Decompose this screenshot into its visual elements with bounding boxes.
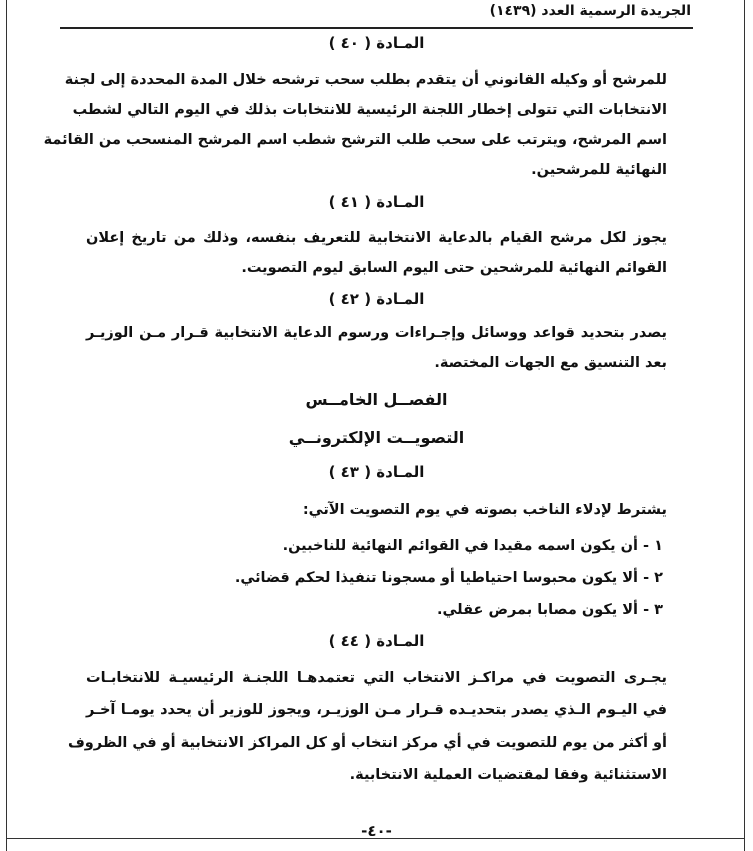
article-43-title: المـادة ( ٤٣ ) <box>328 463 425 481</box>
article-40-line-2: الانتخابات التي تتولى إخطار اللجنة الرئيسية للانتخابات بذلك في اليوم التالي لشطب <box>72 102 667 118</box>
article-41-line-1: يجوز لكل مرشح القيام بالدعاية الانتخابية للتعريف بنفسه، وذلك من تاريخ إعلان <box>86 230 667 246</box>
article-42-line-2: بعد التنسيق مع الجهات المختصة. <box>434 355 667 371</box>
article-40-line-3: اسم المرشح، ويترتب على سحب طلب الترشح شطب اسم المرشح المنسحب من القائمة <box>43 132 667 148</box>
article-44-line-4: الاستثنائية وفقا لمقتضيات العملية الانتخابية. <box>349 767 667 783</box>
article-40-line-1: للمرشح أو وكيله القانوني أن يتقدم بطلب سحب ترشحه خلال المدة المحددة إلى لجنة <box>64 72 667 88</box>
article-43-intro: يشترط لإدلاء الناخب بصوته في يوم التصويت الآتي: <box>302 502 667 518</box>
article-40-line-4: النهائية للمرشحين. <box>531 162 667 178</box>
article-43-item-1: ١ - أن يكون اسمه مقيدا في القوائم النهائية للناخبين. <box>282 538 663 554</box>
page-frame-left <box>6 0 7 851</box>
article-42-line-1: يصدر بتحديد قواعد ووسائل وإجـراءات ورسوم الدعاية الانتخابية قـرار مـن الوزيـر <box>86 325 667 341</box>
page-frame-right <box>744 0 745 851</box>
article-43-item-2: ٢ - ألا يكون محبوسا احتياطيا أو مسجونا تنفيذا لحكم قضائي. <box>234 570 663 586</box>
article-44-line-2: في اليـوم الـذي يصدر بتحديـده قـرار مـن الوزيـر، ويجوز للوزير أن يحدد يومـا آخـر <box>86 702 667 718</box>
article-44-title: المـادة ( ٤٤ ) <box>328 632 425 650</box>
chapter-number: الفصــل الخامــس <box>305 390 448 409</box>
article-42-title: المـادة ( ٤٢ ) <box>328 290 425 308</box>
article-41-line-2: القوائم النهائية للمرشحين حتى اليوم السابق ليوم التصويت. <box>241 260 667 276</box>
article-44-line-3: أو أكثر من يوم للتصويت في أي مركز انتخاب أو كل المراكز الانتخابية أو في الظروف <box>67 735 667 751</box>
page-header <box>60 0 693 29</box>
page-number: -٤٠- <box>361 822 392 840</box>
chapter-title: التصويــت الإلكترونــي <box>288 428 465 447</box>
gazette-header-title: الجريدة الرسمية العدد (١٤٣٩) <box>489 3 691 19</box>
article-40-title: المـادة ( ٤٠ ) <box>328 34 425 52</box>
article-43-item-3: ٣ - ألا يكون مصابا بمرض عقلي. <box>436 602 663 618</box>
article-41-title: المـادة ( ٤١ ) <box>328 193 425 211</box>
article-44-line-1: يجـرى التصويت في مراكـز الانتخاب التي تعتمدهـا اللجنـة الرئيسيـة للانتخابـات <box>86 670 667 686</box>
